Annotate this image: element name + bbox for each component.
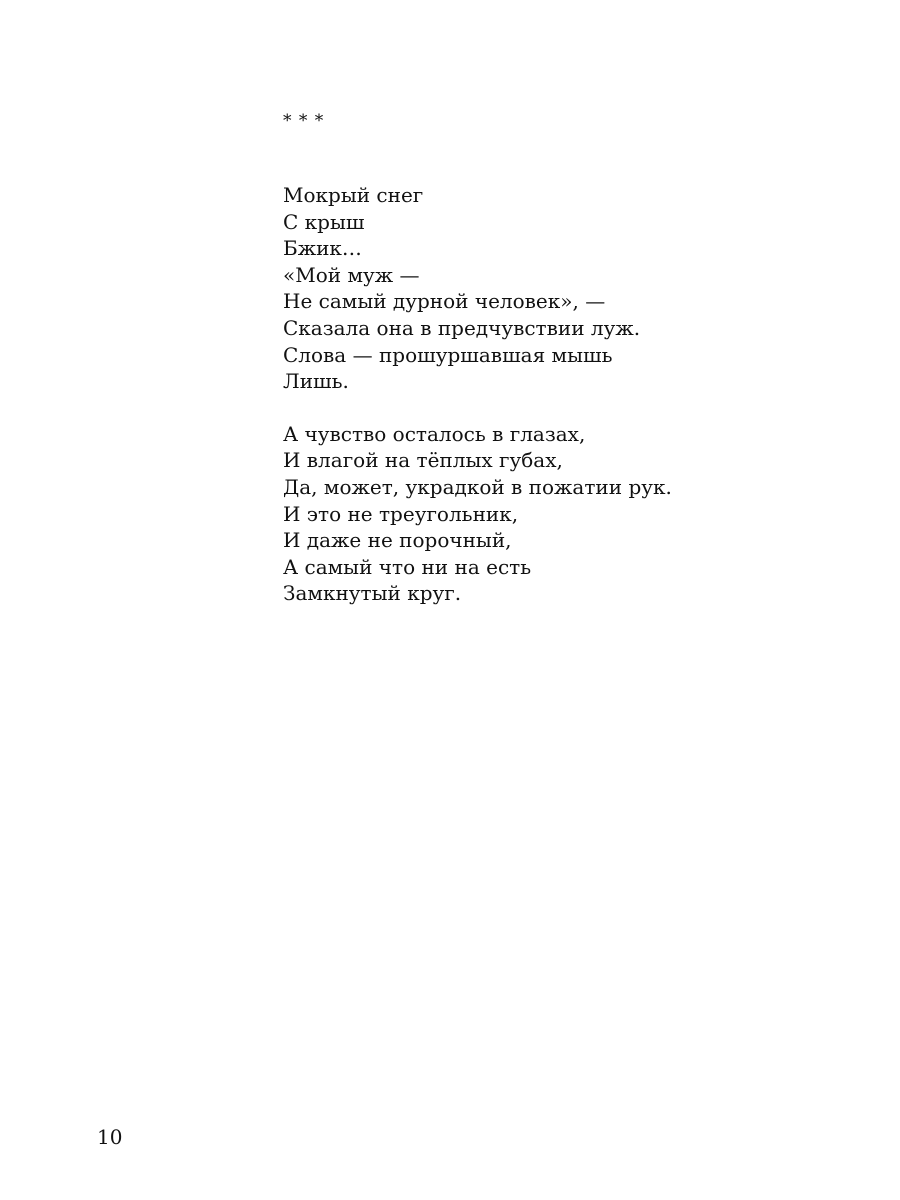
- poem-line: Не самый дурной человек», —: [283, 289, 606, 314]
- poem-line: Замкнутый круг.: [283, 581, 462, 606]
- poem-line: Сказала она в предчувствии луж.: [283, 315, 641, 340]
- stanza-2: [283, 421, 843, 607]
- section-separator: * * *: [283, 111, 325, 131]
- poem-line: Мокрый снег: [283, 183, 424, 207]
- page-number: 10: [97, 1125, 123, 1149]
- poem-line: «Мой муж —: [283, 262, 420, 287]
- stanza-1: [283, 182, 843, 395]
- poem: [283, 182, 843, 607]
- poem-line: А самый что ни на есть: [283, 554, 532, 579]
- poem-line: И даже не порочный,: [283, 528, 512, 553]
- poem-line: Да, может, украдкой в пожатии рук.: [283, 474, 672, 499]
- poem-line: И это не треугольник,: [283, 501, 519, 526]
- poem-line: Бжик…: [283, 236, 362, 261]
- poem-line: Лишь.: [283, 369, 349, 394]
- poem-line: А чувство осталось в глазах,: [283, 421, 586, 446]
- poem-line: И влагой на тёплых губах,: [283, 448, 563, 473]
- poem-line: Слова — прошуршавшая мышь: [283, 342, 613, 367]
- poem-line: С крыш: [283, 209, 365, 234]
